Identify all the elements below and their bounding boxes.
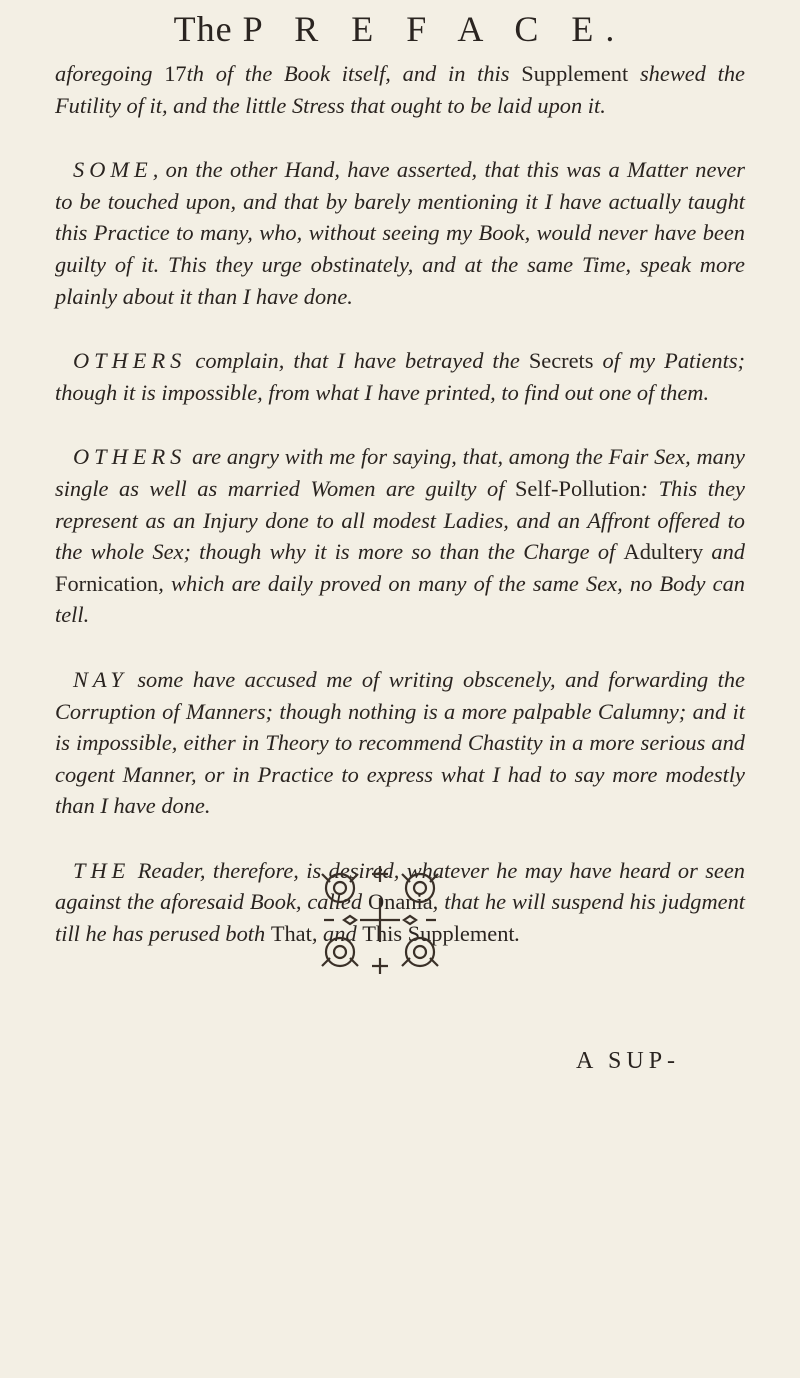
paragraph-5-segment: NAY — [73, 666, 128, 692]
paragraph-4-segment: : This they represent as an Injury done to all modest Ladies, and an Affront offered to the whole Sex; though why it is more so than the Charge of — [55, 475, 745, 565]
catchword: A SUP- — [576, 1048, 681, 1074]
paragraph-5-segment: some have accused me of writing obscenely, and forwarding the Corruption of Manners; though nothing is a more palpable Calumny; and it is impossible, either in Theory to recommend Chastity in a more serious and cogent Manner, or in Practice to express what I had to say more modestly than I have done. — [55, 666, 745, 819]
paragraph-6-segment: . — [514, 921, 521, 947]
paragraph-6-segment: , and — [311, 921, 363, 947]
paragraph-6-segment: THE — [73, 857, 131, 883]
fleuron-ornament-icon — [300, 860, 460, 980]
paragraph-3-segment: OTHERS — [73, 348, 187, 374]
paragraph-1-segment: aforegoing — [55, 61, 165, 86]
paragraph-1-segment: th of the Book itself, and in this — [186, 61, 522, 86]
running-head — [0, 8, 800, 50]
paragraph-4-segment: , which are daily proved on many of the same Sex, no Body can tell. — [55, 570, 745, 628]
paragraph-1-segment: Supplement — [521, 61, 629, 86]
paragraph-1-segment: shewed the Futility of it, and the little Stress that ought to be laid upon it. — [55, 61, 745, 118]
paragraph-6-segment: Reader, therefore, is desired, whatever he may have heard or seen against the aforesaid Book, called — [55, 857, 745, 915]
paragraph-1 — [55, 58, 745, 121]
paragraph-1-segment: 17 — [164, 61, 187, 86]
paragraph-6-segment: That — [270, 921, 312, 947]
paragraph-3-segment: Secrets — [528, 348, 594, 374]
paragraph-6-segment: , that he will suspend his judgment till he has perused both — [55, 889, 745, 947]
paragraph-2-segment: , on the other Hand, have asserted, that this was a Matter never to be touched upon, and that by barely mentioning it I have actually taught this Practice to many, who, without seeing my Book, would never have been guilty of it. This they urge obstinately, and at the same Time, speak more plainly about it than I have done. — [55, 157, 745, 309]
paragraph-5 — [55, 664, 745, 822]
preface-body — [55, 58, 745, 983]
paragraph-4-segment: and — [703, 539, 745, 565]
paragraph-4 — [55, 441, 745, 631]
paragraph-2 — [55, 154, 745, 312]
paragraph-3-segment: of my Patients; though it is impossible, from what I have printed, to find out one of them. — [55, 348, 745, 405]
paragraph-4-segment: Fornication — [55, 570, 159, 596]
paragraph-6-segment: This Supplement — [362, 921, 515, 947]
paragraph-6-segment: Onania — [368, 889, 433, 915]
running-head-the: The — [173, 9, 233, 49]
paragraph-4-segment: OTHERS — [73, 444, 187, 470]
paragraph-4-segment: are angry with me for saying, that, among the Fair Sex, many single as well as married Women are guilty of — [55, 444, 745, 501]
paragraph-4-segment: Self-Pollution — [514, 475, 641, 501]
paragraph-3 — [55, 345, 745, 408]
paragraph-2-segment: SOME — [73, 157, 153, 183]
paragraph-4-segment: Adultery — [623, 539, 704, 565]
running-head-preface: P R E F A C E. — [242, 9, 627, 49]
paragraph-3-segment: complain, that I have betrayed the — [186, 348, 529, 374]
